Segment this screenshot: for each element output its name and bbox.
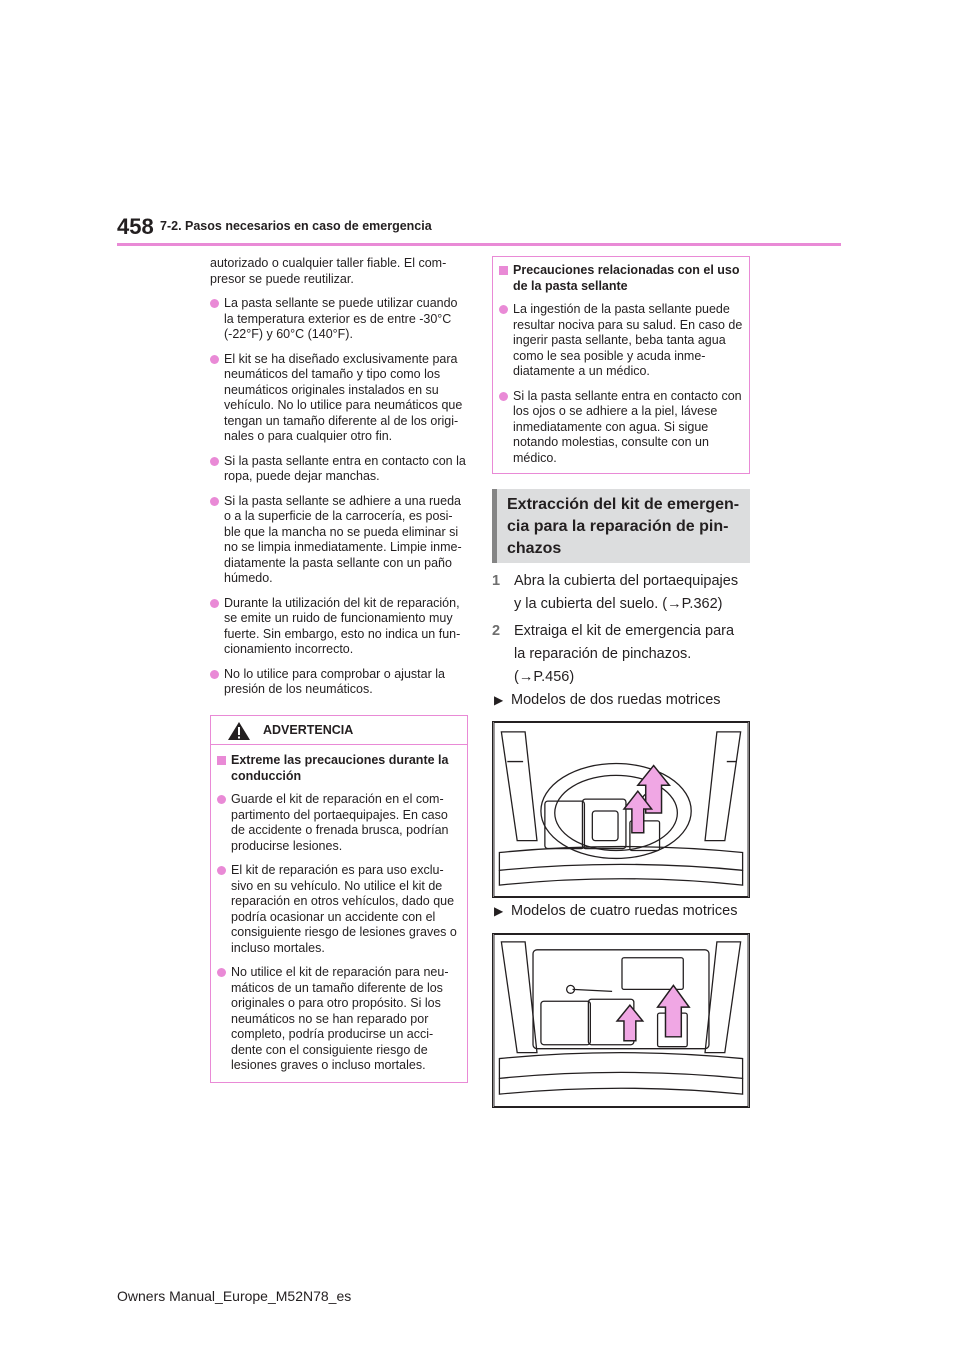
left-column <box>210 256 468 707</box>
intro-paragraph: autorizado o cualquier taller fiable. El com-presor se puede reutilizar. <box>210 256 447 286</box>
step-text-line: y la cubierta del suelo. (→P.362) <box>514 596 723 612</box>
section-title: 7-2. Pasos necesarios en caso de emergencia <box>160 219 432 233</box>
footer-text: Owners Manual_Europe_M52N78_es <box>117 1288 352 1304</box>
list-item: No utilice el kit de reparación para neu-máticos de un tamaño diferente de los originales o para otro propósito. Si los neumáticos no se han reparado por completo, podría producirse un acci-dente con el consiguiente riesgo de lesiones graves o incluso mortales. <box>217 965 461 1074</box>
step-text-line: Abra la cubierta del portaequipajes <box>514 573 739 589</box>
extraction-heading: Extracción del kit de emergen-cia para la reparación de pin-chazos <box>492 489 750 563</box>
list-item: El kit de reparación es para uso exclu-sivo en su vehículo. No utilice el kit de reparación en otros vehículos, dado que podría ocasionar un accidente con el consiguiente riesgo de lesiones graves o incluso mortales. <box>217 863 461 956</box>
warning-triangle-icon <box>227 721 251 741</box>
list-item: La pasta sellante se puede utilizar cuando la temperatura exterior es de entre -30°C (-22°F) y 60°C (140°F). <box>210 296 468 343</box>
caution-heading: Precauciones relacionadas con el uso de la pasta sellante <box>499 263 743 294</box>
list-item: El kit se ha diseñado exclusivamente para neumáticos del tamaño y tipo como los neumáticos originales instalados en su vehículo. No lo utilice para neumáticos que tengan un tamaño diferente al de los origi-nales o para cualquier otro fin. <box>210 352 468 445</box>
arrow-bullet-icon: ▶ <box>494 904 504 918</box>
list-item: Durante la utilización del kit de reparación, se emite un ruido de funcionamiento muy fuerte. Sin embargo, esto no indica un fun-cionamiento incorrecto. <box>210 596 468 658</box>
step-1 <box>492 570 754 616</box>
step-number: 1 <box>492 573 501 589</box>
header-divider <box>117 243 841 246</box>
trunk-illustration-4wd <box>492 933 750 1108</box>
step-2 <box>492 620 754 689</box>
model-label-2wd: ▶ Modelos de dos ruedas motrices <box>494 692 721 708</box>
caution-box <box>492 256 750 474</box>
warning-label: ADVERTENCIA <box>263 723 354 737</box>
trunk-illustration-2wd <box>492 721 750 898</box>
list-item: Si la pasta sellante entra en contacto con la ropa, puede dejar manchas. <box>210 454 468 485</box>
list-item: Si la pasta sellante entra en contacto con los ojos o se adhiere a la piel, lávese inmediatamente con agua. Si sigue notando molestias, consulte con un médico. <box>499 389 743 467</box>
model-label-4wd: ▶ Modelos de cuatro ruedas motrices <box>494 903 738 919</box>
warning-body <box>211 745 467 1074</box>
list-item: Si la pasta sellante se adhiere a una rueda o a la superficie de la carrocería, es posi-ble que la mancha no se pueda eliminar si no se limpia inmediatamente. Limpie inme-diatamente la pasta sellante con un paño húmedo. <box>210 494 468 587</box>
warning-heading: Extreme las precauciones durante la conducción <box>217 753 461 784</box>
list-item: No lo utilice para comprobar o ajustar la presión de los neumáticos. <box>210 667 468 698</box>
step-number: 2 <box>492 623 501 639</box>
arrow-bullet-icon: ▶ <box>494 693 504 707</box>
step-text-line: (→P.456) <box>514 669 575 685</box>
warning-box <box>210 715 468 1083</box>
step-text-line: Extraiga el kit de emergencia para <box>514 623 735 639</box>
list-item: Guarde el kit de reparación en el com-partimento del portaequipajes. En caso de accidente o frenada brusca, podrían producirse lesiones. <box>217 792 461 854</box>
warning-header <box>211 716 467 745</box>
list-item: La ingestión de la pasta sellante puede resultar nociva para su salud. En caso de ingerir pasta sellante, beba tanta agua como le sea posible y acuda inme-diatamente a un médico. <box>499 302 743 380</box>
page-number: 458 <box>117 214 154 239</box>
step-text-line: la reparación de pinchazos. <box>514 646 692 662</box>
